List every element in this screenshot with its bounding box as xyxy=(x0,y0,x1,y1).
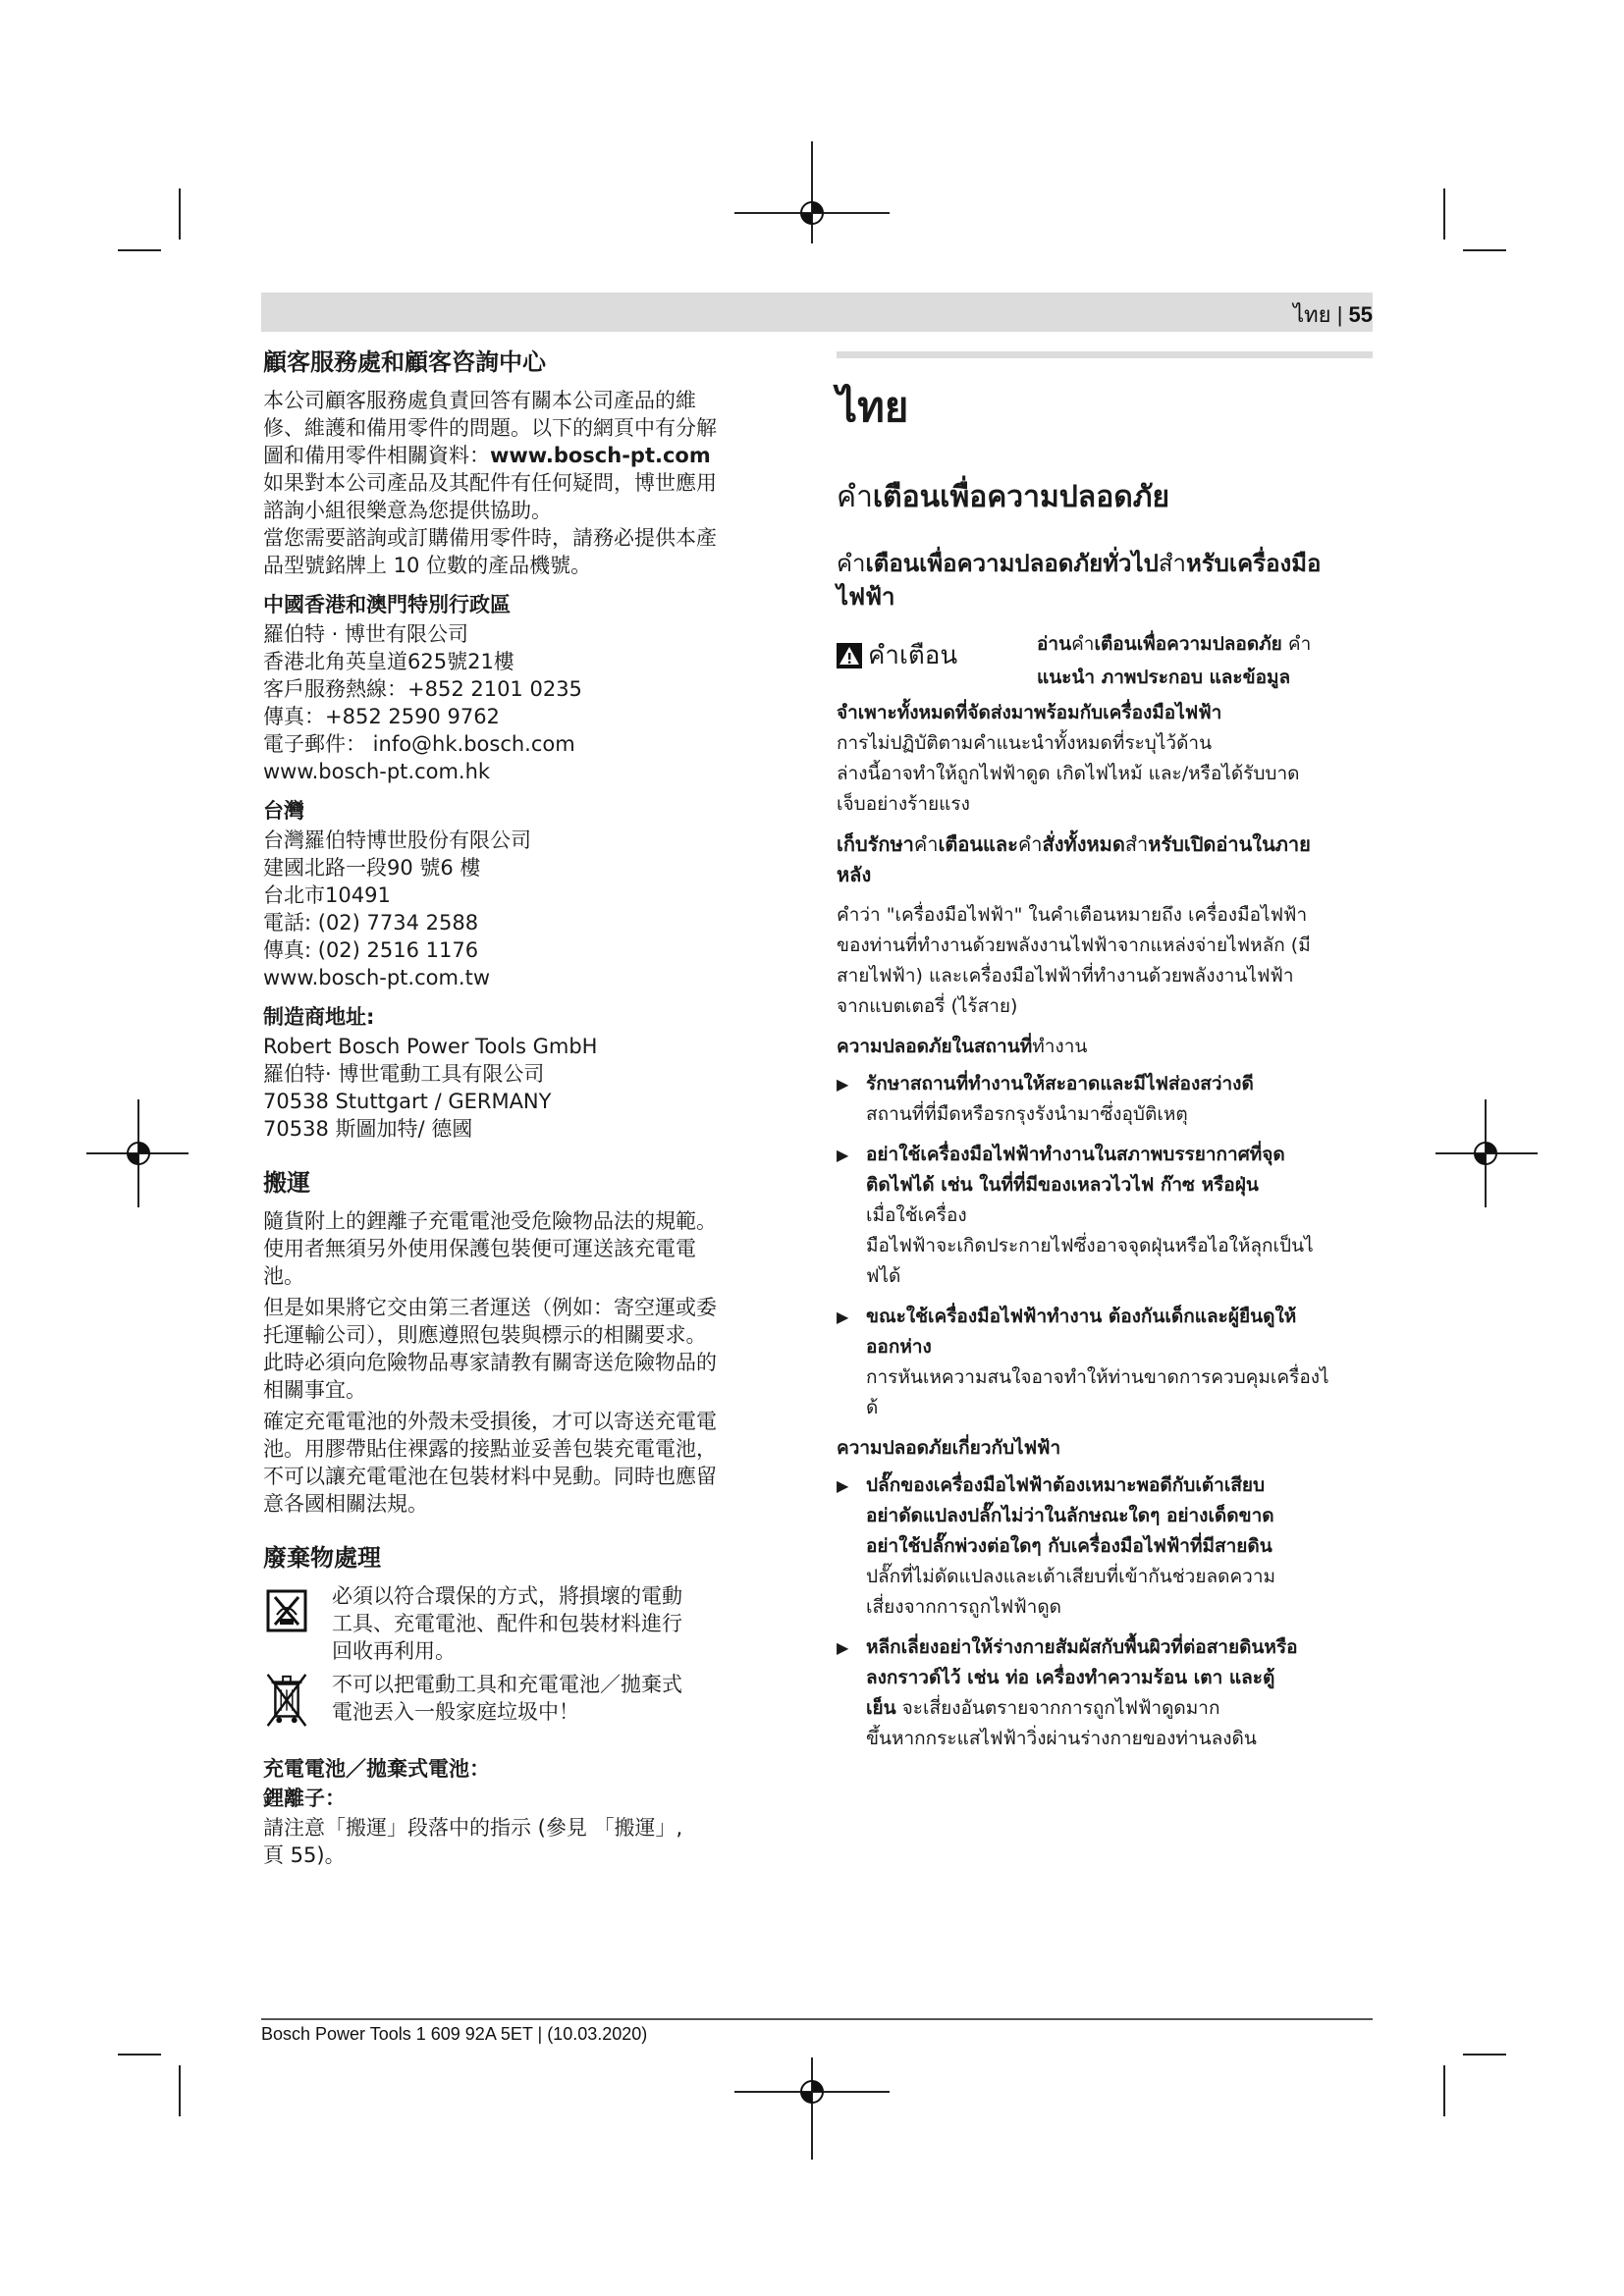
tw-line: 傳真: (02) 2516 1176 xyxy=(263,938,479,962)
page-number: 55 xyxy=(1348,302,1373,327)
workarea-title: ความปลอดภัยในสถานที่ทำงาน xyxy=(837,1036,1088,1057)
maker-line: 羅伯特· 博世電動工具有限公司 xyxy=(263,1062,545,1086)
bullet-triangle-icon: ▶ xyxy=(837,1146,849,1164)
hk-title: 中國香港和澳門特別行政區 xyxy=(263,593,511,616)
recycle-row xyxy=(263,1582,784,1665)
service-section xyxy=(263,347,784,579)
service-line: 品型號銘牌上 10 位數的產品機號。 xyxy=(263,554,592,577)
service-line: 如果對本公司產品及其配件有任何疑問，博世應用 xyxy=(263,471,717,495)
service-url: www.bosch-pt.com xyxy=(490,444,711,467)
transport-paragraph: 但是如果將它交由第三者運送（例如：寄空運或委 托運輸公司），則應遵照包裝與標示的相關要求。 此時必須向危險物品專家請教有關寄送危險物品的 相關事宜。 xyxy=(263,1296,717,1402)
disposal-title: 廢棄物處理 xyxy=(263,1544,381,1572)
bullet-triangle-icon: ▶ xyxy=(837,1308,849,1326)
hk-line: 羅伯特 · 博世有限公司 xyxy=(263,622,469,646)
right-column xyxy=(837,351,1377,1764)
tw-section xyxy=(263,797,784,991)
transport-section xyxy=(263,1168,784,1518)
service-line: 當您需要諮詢或訂購備用零件時，請務必提供本產 xyxy=(263,526,717,550)
registration-target-icon xyxy=(121,1136,156,1171)
tw-line: www.bosch-pt.com.tw xyxy=(263,966,490,989)
transport-paragraph: 確定充電電池的外殼未受損後，才可以寄送充電電 池。用膠帶貼住裸露的接點並妥善包裝充電電池， 不可以讓充電電池在包裝材料中晃動。同時也應留 意各國相關法規。 xyxy=(263,1410,717,1516)
term-paragraph: คำว่า "เครื่องมือไฟฟ้า" ในคำเตือนหมายถึง เครื่องมือไฟฟ้า ของท่านที่ทำงานด้วยพลังงานไฟฟ้าจากแหล่งจ่ายไฟหลัก (มี สายไฟฟ้า) และเครื่องมือไฟฟ้าที่ทำงานด้วยพลังงานไฟฟ้า จากแบตเตอรี่ (ไร้สาย) xyxy=(837,904,1311,1017)
bullet-triangle-icon: ▶ xyxy=(837,1075,849,1094)
general-warnings-title: คำเตือนเพื่อความปลอดภัยทั่วไปสำหรับเครื่องมือ ไฟฟ้า xyxy=(837,550,1322,611)
hk-line: www.bosch-pt.com.hk xyxy=(263,760,491,783)
maker-line: 70538 Stuttgart / GERMANY xyxy=(263,1090,552,1113)
warning-paragraph: จำเพาะทั้งหมดที่จัดส่งมาพร้อมกับเครื่องมือไฟฟ้า การไม่ปฏิบัติตามคำแนะนำทั้งหมดที่ระบุไว้ด้าน ล่างนี้อาจทำให้ถูกไฟฟ้าดูด เกิดไฟไหม้ และ/หรือได้รับบาด เจ็บอย่างร้ายแรง xyxy=(837,702,1300,815)
crop-mark-bottom-right-h xyxy=(1463,2054,1506,2056)
list-item: ▶ อย่าใช้เครื่องมือไฟฟ้าทำงานในสภาพบรรยากาศที่จุด ติดไฟได้ เช่น ในที่ที่มีของเหลวไวไฟ ก๊าซ หรือฝุ่น เมื่อใช้เครื่อง มือไฟฟ้าจะเกิดประกายไฟซึ่งอาจจุดฝุ่นหรือไอให้ลุกเป็นไ ฟได้ xyxy=(837,1140,1377,1292)
crop-mark-top-right-h xyxy=(1463,249,1506,251)
list-item: ▶ ขณะใช้เครื่องมือไฟฟ้าทำงาน ต้องกันเด็กและผู้ยืนดูให้ ออกห่าง การหันเหความสนใจอาจทำให้ท่านขาดการควบคุมเครื่องไ ด้ xyxy=(837,1302,1377,1423)
bin-row xyxy=(263,1671,784,1730)
keep-instructions: เก็บรักษาคำเตือนและคำสั่งทั้งหมดสำหรับเปิดอ่านในภาย หลัง xyxy=(837,832,1311,886)
transport-title: 搬運 xyxy=(263,1169,310,1197)
list-item: ▶ รักษาสถานที่ทำงานให้สะอาดและมีไฟส่องสว่างดี สถานที่ที่มืดหรือรกรุงรังนำมาซึ่งอุบัติเหตุ xyxy=(837,1069,1377,1130)
disposal-section xyxy=(263,1543,784,1730)
footer-rule xyxy=(261,2018,1373,2020)
tw-title: 台灣 xyxy=(263,799,304,823)
tw-line: 台灣羅伯特博世股份有限公司 xyxy=(263,828,531,852)
transport-paragraph: 隨貨附上的鋰離子充電電池受危險物品法的規範。 使用者無須另外使用保護包裝便可運送該充電電 池。 xyxy=(263,1209,717,1288)
maker-line: 70538 斯圖加特/ 德國 xyxy=(263,1117,473,1141)
bin-text: 不可以把電動工具和充電電池／拋棄式 電池丟入一般家庭垃圾中！ xyxy=(332,1673,682,1724)
battery-title: 充電電池／拋棄式電池： xyxy=(263,1757,490,1781)
header-language: ไทย xyxy=(1293,302,1331,327)
warning-label: คำเตือน xyxy=(837,627,1037,675)
recycle-text: 必須以符合環保的方式，將損壞的電動 工具、充電電池、配件和包裝材料進行 回收再利用。 xyxy=(332,1584,682,1663)
tw-line: 台北市10491 xyxy=(263,883,391,907)
registration-target-icon xyxy=(794,2074,830,2109)
footer-imprint: Bosch Power Tools 1 609 92A 5ET | (10.03.2020) xyxy=(261,2024,648,2044)
tw-line: 電話: (02) 7734 2588 xyxy=(263,911,479,934)
left-column xyxy=(263,344,784,1869)
warning-intro: อ่านคำเตือนเพื่อความปลอดภัย คำ แนะนำ ภาพประกอบ และข้อมูล xyxy=(1037,633,1312,688)
crop-mark-bottom-left-h xyxy=(118,2054,161,2056)
service-title: 顧客服務處和顧客咨詢中心 xyxy=(263,348,546,376)
battery-subtitle: 鋰離子： xyxy=(263,1787,346,1810)
language-rule xyxy=(837,351,1373,358)
maker-section xyxy=(263,1003,784,1143)
crop-mark-bottom-left-v xyxy=(179,2065,181,2116)
language-title: ไทย xyxy=(837,383,909,431)
electrical-title: ความปลอดภัยเกี่ยวกับไฟฟ้า xyxy=(837,1437,1061,1459)
bullet-triangle-icon: ▶ xyxy=(837,1476,849,1495)
list-item: ▶ ปลั๊กของเครื่องมือไฟฟ้าต้องเหมาะพอดีกับเต้าเสียบ อย่าดัดแปลงปลั๊กไม่ว่าในลักษณะใดๆ อย่างเด็ดขาด อย่าใช้ปลั๊กพ่วงต่อใดๆ กับเครื่องมือไฟฟ้าที่มีสายดิน ปลั๊กที่ไม่ดัดแปลงและเต้าเสียบที่เข้ากันช่วยลดความ เสี่ยงจากการถูกไฟฟ้าดูด xyxy=(837,1470,1377,1623)
battery-section xyxy=(263,1755,784,1869)
safety-section-title: คำเตือนเพื่อความปลอดภัย xyxy=(837,480,1170,514)
tw-line: 建國北路一段90 號6 樓 xyxy=(263,856,481,880)
crop-mark-top-left-v xyxy=(179,188,181,240)
service-line: 修、維護和備用零件的問題。以下的網頁中有分解 xyxy=(263,416,717,440)
maker-title: 制造商地址: xyxy=(263,1005,375,1029)
registration-target-icon xyxy=(1468,1136,1503,1171)
crop-mark-top-left-h xyxy=(118,249,161,251)
crop-mark-top-right-v xyxy=(1443,188,1445,240)
crop-mark-bottom-right-v xyxy=(1443,2065,1445,2116)
hk-line: 傳真：+852 2590 9762 xyxy=(263,705,500,728)
hk-line: 客戶服務熱線：+852 2101 0235 xyxy=(263,677,582,701)
bullet-triangle-icon: ▶ xyxy=(837,1638,849,1657)
running-head: ไทย | 55 xyxy=(1293,302,1373,327)
hk-line: 電子郵件： info@hk.bosch.com xyxy=(263,732,575,756)
hk-line: 香港北角英皇道625號21樓 xyxy=(263,650,514,673)
recycle-crossed-box-icon xyxy=(263,1582,310,1641)
service-line: 本公司顧客服務處負責回答有關本公司產品的維 xyxy=(263,389,696,412)
battery-line: 請注意「搬運」段落中的指示 (參見 「搬運」, xyxy=(263,1816,683,1840)
service-line: 諮詢小組很樂意為您提供協助。 xyxy=(263,499,552,522)
maker-line: Robert Bosch Power Tools GmbH xyxy=(263,1035,598,1058)
list-item: ▶ หลีกเลี่ยงอย่าให้ร่างกายสัมผัสกับพื้นผิวที่ต่อสายดินหรือ ลงกราวด์ไว้ เช่น ท่อ เครื่องทำความร้อน เตา และตู้ เย็น จะเสี่ยงอันตรายจากการถูกไฟฟ้าดูดมาก ขึ้นหากกระแสไฟฟ้าวิ่งผ่านร่างกายของท่านลงดิน xyxy=(837,1632,1377,1754)
service-line: 圖和備用零件相關資料：www.bosch-pt.com xyxy=(263,444,711,467)
battery-line: 頁 55)。 xyxy=(263,1843,346,1867)
hk-section xyxy=(263,591,784,785)
header-bar xyxy=(261,293,1373,332)
warning-triangle-icon xyxy=(837,643,862,668)
warning-row xyxy=(837,627,1377,694)
registration-target-icon xyxy=(794,195,830,231)
crossed-bin-icon xyxy=(263,1671,310,1730)
